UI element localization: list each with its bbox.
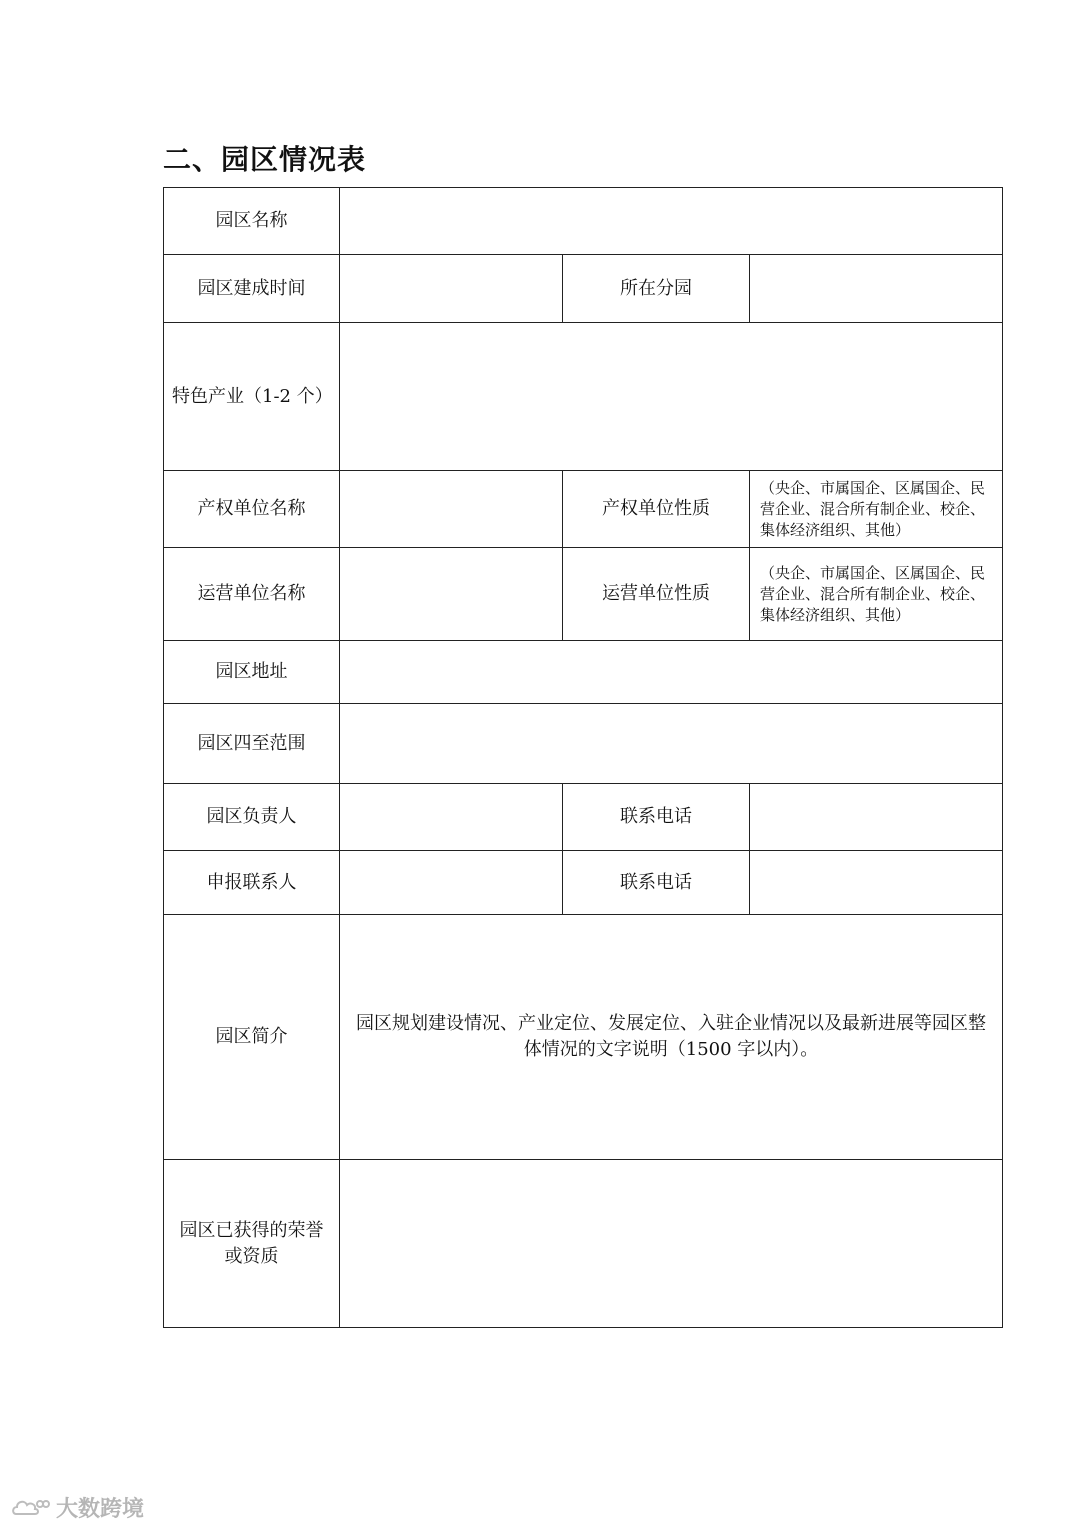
honors-field[interactable] — [340, 1160, 1003, 1328]
operator-name-field[interactable] — [340, 548, 563, 641]
row-manager — [164, 784, 1003, 851]
completion-time-field[interactable] — [340, 255, 563, 323]
address-field[interactable] — [340, 641, 1003, 704]
sub-park-label: 所在分园 — [563, 255, 750, 323]
row-honors — [164, 1160, 1003, 1328]
featured-industry-field[interactable] — [340, 323, 1003, 471]
honors-label-line1: 园区已获得的荣誉 — [179, 1220, 324, 1242]
cloud-logo-icon — [10, 1496, 50, 1520]
watermark — [10, 1492, 144, 1523]
owner-name-field[interactable] — [340, 471, 563, 548]
introduction-label: 园区简介 — [164, 915, 340, 1160]
row-introduction — [164, 915, 1003, 1160]
featured-industry-label: 特色产业（1-2 个） — [164, 323, 340, 471]
row-operator — [164, 548, 1003, 641]
row-address — [164, 641, 1003, 704]
row-completion-time — [164, 255, 1003, 323]
contact-phone-field[interactable] — [750, 851, 1003, 915]
contact-phone-label: 联系电话 — [563, 851, 750, 915]
page-title: 二、园区情况表 — [163, 143, 367, 176]
park-name-field[interactable] — [340, 188, 1003, 255]
honors-label-line2: 或资质 — [224, 1245, 279, 1267]
owner-nature-options[interactable]: （央企、市属国企、区属国企、民营企业、混合所有制企业、校企、集体经济组织、其他） — [750, 471, 1003, 548]
row-owner — [164, 471, 1003, 548]
contact-label: 申报联系人 — [164, 851, 340, 915]
owner-name-label: 产权单位名称 — [164, 471, 340, 548]
park-info-table — [163, 187, 1003, 1328]
row-boundaries — [164, 704, 1003, 784]
address-label: 园区地址 — [164, 641, 340, 704]
row-featured-industry — [164, 323, 1003, 471]
manager-field[interactable] — [340, 784, 563, 851]
sub-park-field[interactable] — [750, 255, 1003, 323]
honors-label — [164, 1160, 340, 1328]
row-park-name — [164, 188, 1003, 255]
operator-name-label: 运营单位名称 — [164, 548, 340, 641]
park-name-label: 园区名称 — [164, 188, 340, 255]
manager-label: 园区负责人 — [164, 784, 340, 851]
boundaries-label: 园区四至范围 — [164, 704, 340, 784]
owner-nature-label: 产权单位性质 — [563, 471, 750, 548]
operator-nature-options[interactable]: （央企、市属国企、区属国企、民营企业、混合所有制企业、校企、集体经济组织、其他） — [750, 548, 1003, 641]
contact-field[interactable] — [340, 851, 563, 915]
operator-nature-label: 运营单位性质 — [563, 548, 750, 641]
manager-phone-field[interactable] — [750, 784, 1003, 851]
boundaries-field[interactable] — [340, 704, 1003, 784]
introduction-field[interactable]: 园区规划建设情况、产业定位、发展定位、入驻企业情况以及最新进展等园区整体情况的文字说明（1500 字以内）。 — [340, 915, 1003, 1160]
completion-time-label: 园区建成时间 — [164, 255, 340, 323]
watermark-text: 大数跨境 — [56, 1497, 145, 1522]
manager-phone-label: 联系电话 — [563, 784, 750, 851]
row-contact — [164, 851, 1003, 915]
